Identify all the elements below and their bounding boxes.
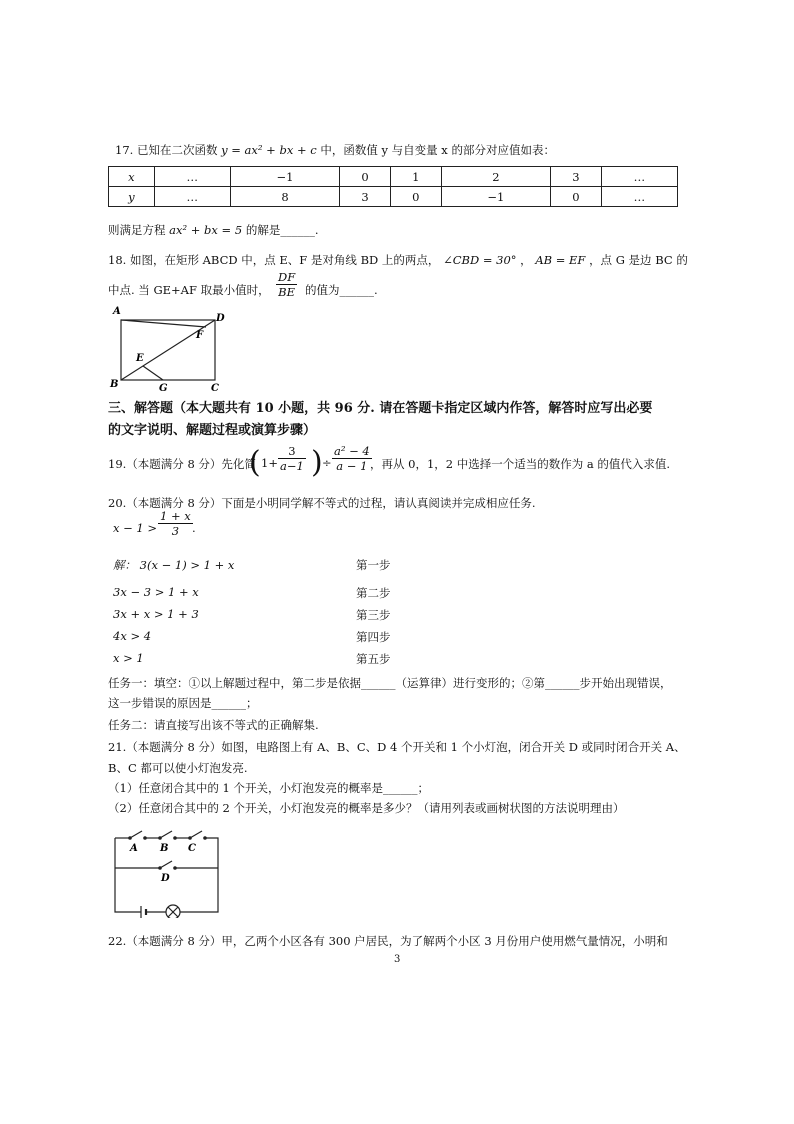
switch-b xyxy=(160,831,172,838)
q20-inequality-end: . xyxy=(192,521,196,535)
q19-f2-num: a² − 4 xyxy=(334,444,370,458)
q20-step-expr: 4x > 4 xyxy=(113,629,152,643)
q19-one-plus: 1+ xyxy=(261,456,278,470)
q21-intro-line1: 21.（本题满分 8 分）如图，电路图上有 A、B、C、D 4 个开关和 1 个小灯泡，闭合开关 D 或同时闭合开关 A、 xyxy=(108,740,686,754)
label-d: D xyxy=(161,873,170,884)
q17-question-suffix: 的解是______. xyxy=(245,223,319,237)
segment-af xyxy=(121,320,206,327)
table-cell: 3 xyxy=(551,167,602,187)
q18-line1-suffix: ，点 G 是边 BC 的 xyxy=(589,253,688,267)
table-cell: x xyxy=(109,167,155,187)
q20-ineq-num: 1 + x xyxy=(160,509,191,523)
q20-step-expr: 3x − 3 > 1 + x xyxy=(113,585,199,599)
table-cell: −1 xyxy=(230,167,339,187)
q17-question-prefix: 则满足方程 xyxy=(108,223,166,237)
label-a: A xyxy=(130,843,138,854)
label-d: D xyxy=(216,313,225,324)
q19-right-paren: ) xyxy=(311,445,323,480)
q19-f2-den: a − 1 xyxy=(336,459,368,473)
q17-function: y = ax² + bx + c xyxy=(221,143,317,157)
q17-question xyxy=(108,222,318,238)
q19-fraction-1 xyxy=(278,444,306,473)
q18-fraction xyxy=(276,270,297,299)
terminal xyxy=(143,836,147,840)
q20-step-label: 第三步 xyxy=(356,608,391,622)
q19-suffix: ，再从 0，1，2 中选择一个适当的数作为 a 的值代入求值. xyxy=(370,457,671,471)
q20-step-label: 第四步 xyxy=(356,630,391,644)
q18-rectangle-figure xyxy=(108,300,228,392)
q20-task2: 任务二：请直接写出该不等式的正确解集. xyxy=(108,718,319,732)
q20-step-label: 第二步 xyxy=(356,586,391,600)
q19-prefix: 19.（本题满分 8 分）先化简 xyxy=(108,457,256,471)
q19-fraction-2 xyxy=(332,444,372,473)
q20-intro: 20.（本题满分 8 分）下面是小明同学解不等式的过程，请认真阅读并完成相应任务. xyxy=(108,496,536,510)
q20-step-expr: 3x + x > 1 + 3 xyxy=(113,607,199,621)
wire xyxy=(180,838,218,912)
q19-f1-num: 3 xyxy=(278,444,306,459)
q19-divide: ÷ xyxy=(322,456,332,470)
terminal xyxy=(158,836,162,840)
label-e: E xyxy=(136,353,144,364)
table-cell: −1 xyxy=(441,187,550,207)
table-cell: … xyxy=(601,187,677,207)
q20-inequality-left: x − 1 > xyxy=(113,521,158,535)
q17-value-table xyxy=(108,166,678,207)
page-number: 3 xyxy=(394,954,401,965)
q21-sub2: （2）任意闭合其中的 2 个开关，小灯泡发亮的概率是多少？（请用列表或画树状图的方法说明理由） xyxy=(108,801,625,815)
q17-intro-prefix: 17. 已知在二次函数 xyxy=(115,143,218,157)
table-cell: … xyxy=(601,167,677,187)
q20-ineq-den: 3 xyxy=(171,524,180,538)
terminal xyxy=(188,836,192,840)
q20-step-expr: 解： 3(x − 1) > 1 + x xyxy=(113,558,235,572)
section3-heading-line1: 三、解答题（本大题共有 10 小题，共 96 分. 请在答题卡指定区域内作答，解答时应写出必要 xyxy=(108,401,653,416)
q18-line1 xyxy=(108,252,688,268)
table-cell: y xyxy=(109,187,155,207)
switch-d xyxy=(160,861,172,868)
terminal xyxy=(128,836,132,840)
table-cell: 3 xyxy=(340,187,391,207)
table-cell: … xyxy=(154,187,230,207)
table-cell: … xyxy=(154,167,230,187)
table-cell: 0 xyxy=(390,187,441,207)
label-b: B xyxy=(160,843,169,854)
q21-sub1: （1）任意闭合其中的 1 个开关，小灯泡发亮的概率是______； xyxy=(108,781,429,795)
q20-step-expr: x > 1 xyxy=(113,651,144,665)
terminal xyxy=(158,866,162,870)
label-a: A xyxy=(113,306,121,317)
q20-task1-line1: 任务一：填空：①以上解题过程中，第二步是依据______（运算律）进行变形的；②第______步开始出现错误， xyxy=(108,676,672,690)
q18-frac-num: DF xyxy=(278,270,296,284)
q20-inequality-fraction xyxy=(158,509,193,538)
section3-heading-line2: 的文字说明、解题过程或演算步骤） xyxy=(108,423,317,438)
q18-sep: ， xyxy=(520,253,532,267)
label-g: G xyxy=(159,383,168,392)
q18-frac-den: BE xyxy=(278,285,296,299)
q18-line2-prefix: 中点. 当 GE+AF 取最小值时， xyxy=(108,283,270,297)
label-b: B xyxy=(110,379,119,390)
table-cell: 0 xyxy=(340,167,391,187)
table-cell: 1 xyxy=(390,167,441,187)
q20-step-label: 第一步 xyxy=(356,558,391,572)
label-c: C xyxy=(211,383,219,392)
table-cell: 8 xyxy=(230,187,339,207)
table-row-y xyxy=(109,187,678,207)
segment-eg xyxy=(143,366,163,380)
switch-a xyxy=(130,831,142,838)
switch-c xyxy=(190,831,202,838)
q18-line1-prefix: 18. 如图，在矩形 ABCD 中，点 E、F 是对角线 BD 上的两点， xyxy=(108,253,440,267)
terminal xyxy=(173,836,177,840)
table-cell: 2 xyxy=(441,167,550,187)
q17-equation: ax² + bx = 5 xyxy=(169,223,243,237)
q21-intro-line2: B、C 都可以使小灯泡发亮. xyxy=(108,761,248,775)
q20-task1-line2: 这一步错误的原因是______； xyxy=(108,696,258,710)
q21-circuit-figure xyxy=(108,822,226,918)
terminal xyxy=(173,866,177,870)
label-c: C xyxy=(188,843,196,854)
table-row-x xyxy=(109,167,678,187)
label-f: F xyxy=(196,330,204,341)
q18-angle: ∠CBD = 30° xyxy=(443,253,517,267)
q20-step-label: 第五步 xyxy=(356,652,391,666)
q17-intro-suffix: 中，函数值 y 与自变量 x 的部分对应值如表： xyxy=(320,143,555,157)
q22-line1: 22.（本题满分 8 分）甲，乙两个小区各有 300 户居民，为了解两个小区 3 月份用户使用燃气量情况，小明和 xyxy=(108,934,668,948)
q18-line2-suffix: 的值为______. xyxy=(305,283,378,297)
q17-intro xyxy=(115,142,555,158)
q19-left-paren: ( xyxy=(249,445,261,480)
q18-eq: AB = EF xyxy=(535,253,586,267)
diagonal-bd xyxy=(121,320,215,380)
q19-f1-den: a−1 xyxy=(280,459,304,473)
table-cell: 0 xyxy=(551,187,602,207)
terminal xyxy=(203,836,207,840)
